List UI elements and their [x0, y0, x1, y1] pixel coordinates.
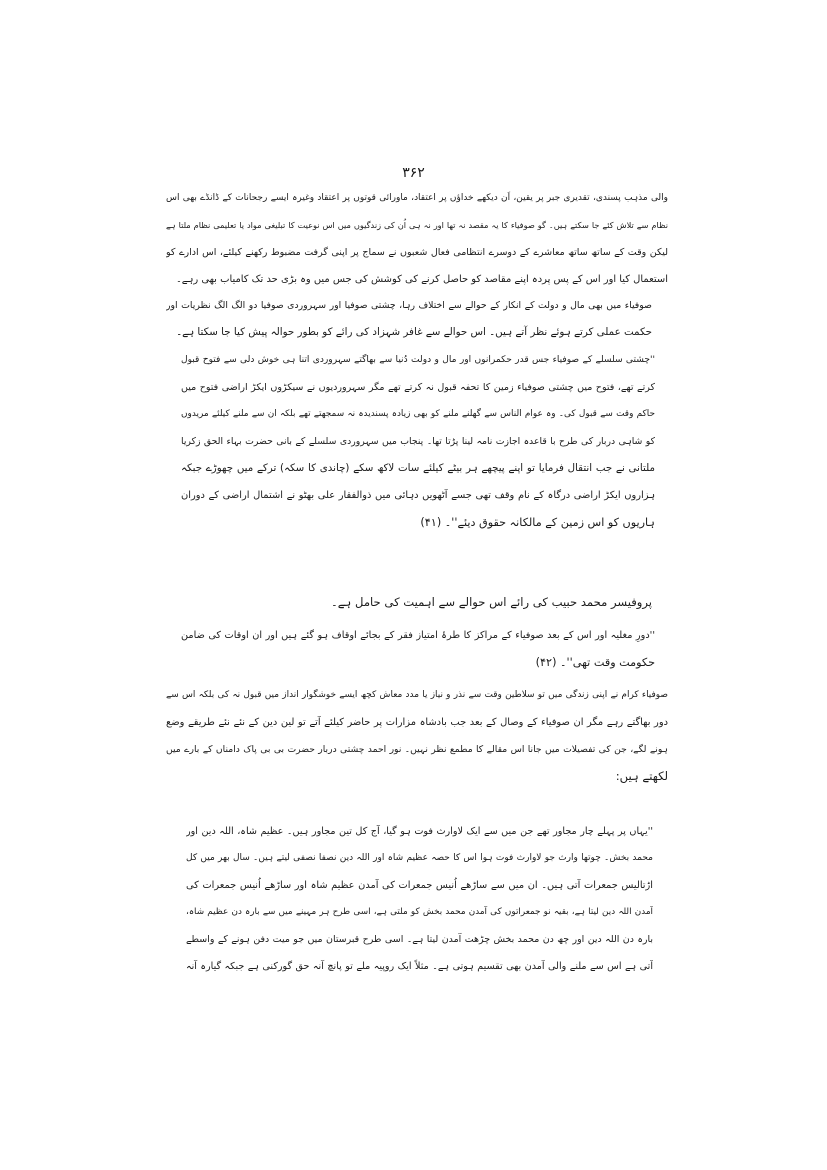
- text-line: لکھتے ہیں:: [615, 769, 668, 783]
- text-line: استعمال کیا اور اس کے پس پردہ اپنے مقاصد کو حاصل کرنے کی کوشش کی جس میں وہ بڑی حد تک کامیاب بھی رہے۔: [175, 274, 668, 285]
- page-number: ۳۶۲: [402, 165, 425, 181]
- text-line: ہونے لگے، جن کی تفصیلات میں جانا اس مقالے کا مطمع نظر نہیں۔ نور احمد چشتی دربار حضرت بی بی پاک دامناں کے بارے میں: [166, 744, 668, 755]
- quote-line: محمد بخش۔ چوتھا وارث جو لاوارث فوت ہوا اس کا حصہ عظیم شاہ اور اللہ دین نصفا نصفی لیتے ہیں۔ سال بھر میں کل: [186, 853, 653, 863]
- quote-line: آتی ہے اس سے ملنے والی آمدن بھی تقسیم ہوتی ہے۔ مثلاً ایک روپیہ ملے تو پانچ آنہ حق گورکنی ہے جبکہ گیارہ آنہ: [186, 961, 653, 972]
- quote-line: اڑتالیس جمعرات آتی ہیں۔ ان میں سے ساڑھے اُنیس جمعرات کی آمدن عظیم شاہ اور ساڑھے اُنیس جمعرات کی: [186, 880, 653, 891]
- text-line: لیکن وقت کے ساتھ ساتھ معاشرے کے دوسرے انتظامی فعال شعبوں نے سماج پر اپنی گرفت مضبوط رکھنے کیلئے، اس ادارے کو: [166, 247, 668, 258]
- quote-line: ملتانی نے جب انتقال فرمایا تو اپنے پیچھے ہر بیٹے کیلئے سات لاکھ سکے (چاندی کا سکہ) ترکے میں چھوڑے جبکہ: [181, 462, 655, 474]
- text-line: دور بھاگتے رہے مگر ان صوفیاء کے وصال کے بعد جب بادشاہ مزارات پر حاضر کیلئے آتے تو لین دین کے نئے نئے طریقے وضع: [166, 717, 668, 728]
- text-line: صوفیاء کرام نے اپنی زندگی میں تو سلاطین وقت سے نذر و نیاز یا مدد معاش کچھ ایسے خوشگوار انداز میں قبول نہ کی بلکہ اس سے: [166, 690, 668, 700]
- text-line: والی مذہب پسندی، تقدیری جبر پر یقین، اَن دیکھے خداؤں پر اعتقاد، ماورائی قوتوں پر اعتقاد وغیرہ ایسے رجحانات کے ڈانڈے بھی اس: [166, 193, 668, 203]
- quote-line: آمدن اللہ دین لیتا ہے، بقیہ نو جمعراتوں کی آمدن محمد بخش کو ملتی ہے، اسی طرح ہر مہینے میں سے بارہ دن عظیم شاہ،: [186, 907, 653, 917]
- quote-line: بارہ دن اللہ دین اور چھ دن محمد بخش چڑھت آمدن لیتا ہے۔ اسی طرح قبرستان میں جو میت دفن ہونے کے واسطے: [186, 934, 653, 945]
- paragraph-shrine-income: [166, 682, 668, 790]
- quote-line: کو شاہی دربار کی طرح با قاعدہ اجازت نامہ لینا پڑتا تھا۔ پنجاب میں سہروردی سلسلے کے بانی حضرت بہاء الحق زکریا: [181, 436, 655, 447]
- text-line: پروفیسر محمد حبیب کی رائے اس حوالے سے اہمیت کی حامل ہے۔: [330, 595, 652, 609]
- quote-line: ''چشتی سلسلے کے صوفیاء جس قدر حکمرانوں اور مال و دولت دُنیا سے بھاگتے سہروردی اتنا ہی خوش دلی سے فتوح قبول: [181, 355, 655, 365]
- text-line: نظام سے تلاش کئے جا سکتے ہیں۔ گو صوفیاء کا یہ مقصد نہ تھا اور نہ ہی اُن کی زندگیوں میں اس نوعیت کا تبلیغی مواد یا تعلیمی نظام ملتا ہے: [166, 220, 668, 230]
- quote-line: ہزاروں ایکڑ اراضی درگاہ کے نام وقف تھی جسے آٹھویں دہائی میں ذوالفقار علی بھٹو نے اشتمال اراضی کے دوران: [181, 490, 655, 501]
- block-quote-ghafir-shahzad: [181, 347, 655, 536]
- paragraph-sufi-wealth: [166, 292, 652, 346]
- text-line: صوفیاء میں بھی مال و دولت کے انکار کے حوالے سے اختلاف رہا، چشتی صوفیا اور سہروردی صوفیا دو الگ الگ نظریات اور: [166, 300, 652, 311]
- block-quote-noor-ahmad-chishti: [186, 818, 653, 980]
- block-quote-habib: [181, 622, 655, 676]
- quote-line: ''دورِ مغلیہ اور اس کے بعد صوفیاء کے مراکز کا طرۂ امتیاز فقر کے بجائے اوقاف ہو گئے ہیں اور ان اوقات کی ضامن: [181, 630, 655, 641]
- text-line: حکمت عملی کرتے ہوئے نظر آتے ہیں۔ اس حوالے سے غافر شہزاد کی رائے کو بطور حوالہ پیش کیا جا سکتا ہے۔: [176, 326, 652, 338]
- quote-line: ہاریوں کو اس زمین کے مالکانہ حقوق دیئے''۔ (۴۱): [420, 516, 655, 529]
- paragraph-intro: [166, 185, 668, 293]
- quote-line: حکومت وقت تھی''۔ (۴۲): [535, 656, 655, 669]
- quote-line: حاکم وقت سے قبول کی۔ وہ عوام الناس سے گھلنے ملنے کو بھی زیادہ پسندیدہ نہ سمجھتے تھے بلکہ ان سے ملنے کیلئے مریدوں: [181, 409, 655, 419]
- quote-line: ''یہاں پر پہلے چار مجاور تھے جن میں سے ایک لاوارث فوت ہو گیا، آج کل تین مجاور ہیں۔ عظیم شاہ، اللہ دین اور: [186, 826, 653, 837]
- quote-line: کرتے تھے، فتوح میں چشتی صوفیاء زمین کا تحفہ قبول نہ کرتے تھے مگر سہروردیوں نے سیکڑوں ایکڑ اراضی فتوح میں: [181, 382, 655, 393]
- paragraph-habib-opinion: [300, 589, 652, 616]
